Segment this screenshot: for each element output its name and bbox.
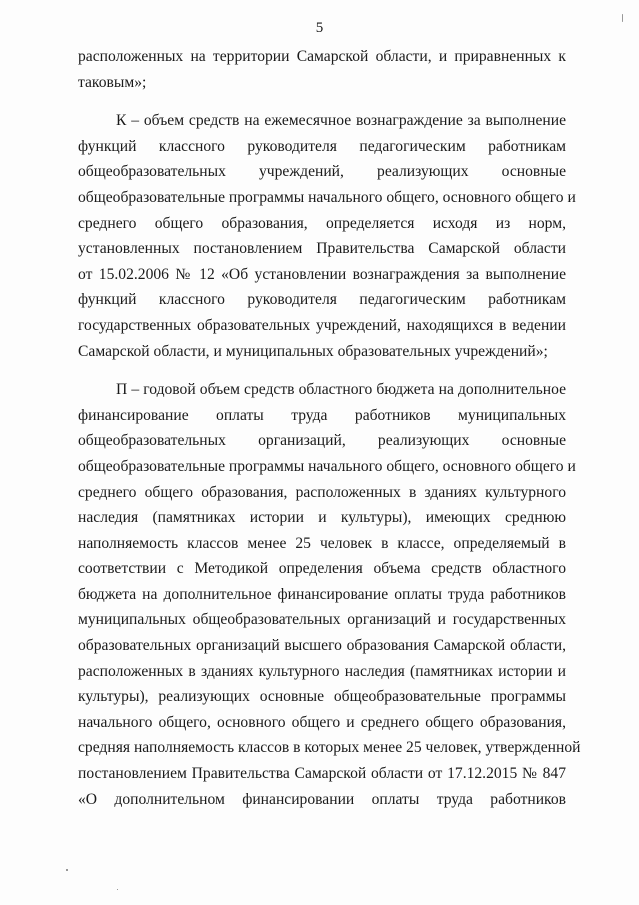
paragraph-2: [78, 108, 576, 364]
text-line: функций классного руководителя педагогическим работникам: [78, 137, 566, 155]
scan-speck: [66, 869, 68, 871]
text-line: наследия (памятниках истории и культуры), имеющих среднюю: [78, 509, 566, 527]
text-line: государственных образовательных учреждений, находящихся в ведении: [78, 316, 566, 334]
text-line: установленных постановлением Правительства Самарской области: [78, 240, 566, 258]
text-line: среднего общего образования, определяется исходя из норм,: [78, 214, 566, 232]
text-line: общеобразовательных учреждений, реализующих основные: [78, 163, 566, 181]
text-line: средняя наполняемость классов в которых менее 25 человек, утвержденной: [78, 739, 581, 757]
text-line: Самарской области, и муниципальных образовательных учреждений»;: [78, 342, 548, 360]
text-line: финансирование оплаты труда работников муниципальных: [78, 406, 566, 424]
page-number: 5: [315, 20, 324, 36]
text-line: общеобразовательные программы начального общего, основного общего и: [78, 188, 576, 206]
scan-speck: [622, 14, 623, 22]
text-line: функций классного руководителя педагогическим работникам: [78, 291, 566, 309]
text-line: соответствии с Методикой определения объема средств областного: [78, 560, 566, 578]
scan-speck: [117, 889, 118, 890]
text-line: постановлением Правительства Самарской области от 17.12.2015 № 847: [78, 765, 566, 783]
text-line: бюджета на дополнительное финансирование оплаты труда работников: [78, 585, 566, 603]
paragraph-1: [78, 44, 566, 95]
text-line: от 15.02.2006 № 12 «Об установлении вознаграждения за выполнение: [78, 265, 566, 283]
document-body: [78, 44, 581, 812]
text-line: общеобразовательные программы начального общего, основного общего и: [78, 457, 576, 475]
text-line: К – объем средств на ежемесячное вознаграждение за выполнение: [116, 112, 566, 130]
text-line: муниципальных общеобразовательных организаций и государственных: [78, 611, 566, 629]
text-line: образовательных организаций высшего образования Самарской области,: [78, 637, 566, 655]
text-line: культуры), реализующих основные общеобразовательные программы: [78, 688, 566, 706]
text-line: расположенных на территории Самарской области, и приравненных к: [78, 48, 566, 65]
text-line: «О дополнительном финансировании оплаты труда работников: [78, 790, 566, 808]
paragraph-3: [78, 377, 581, 812]
text-line: среднего общего образования, расположенных в зданиях культурного: [78, 483, 566, 501]
text-line: наполняемость классов менее 25 человек в классе, определяемый в: [78, 534, 566, 552]
text-line: таковым»;: [78, 73, 147, 91]
text-line: П – годовой объем средств областного бюджета на дополнительное: [116, 381, 566, 399]
text-line: общеобразовательных организаций, реализующих основные: [78, 432, 566, 450]
text-line: расположенных в зданиях культурного наследия (памятниках истории и: [78, 662, 566, 680]
text-line: начального общего, основного общего и среднего общего образования,: [78, 713, 566, 731]
